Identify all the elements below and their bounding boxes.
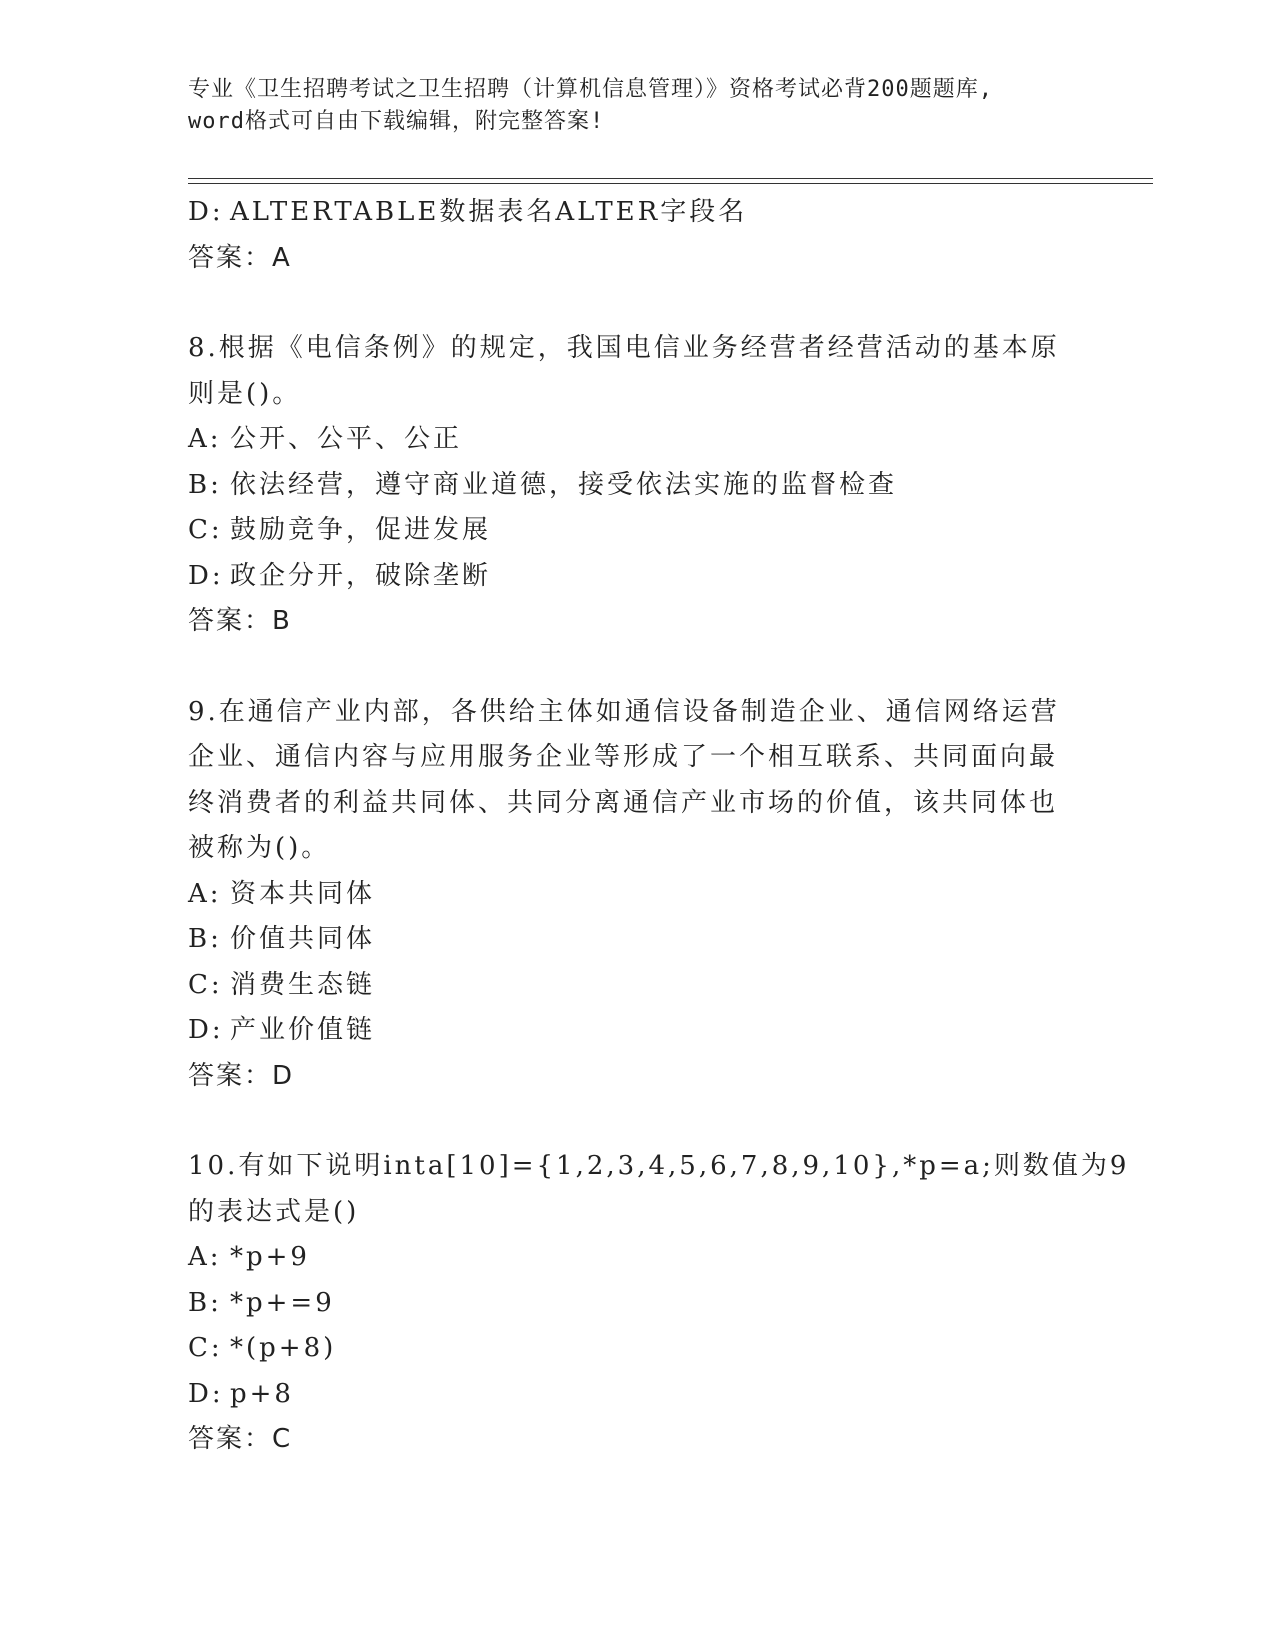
question-block [188, 1144, 1130, 1463]
block-spacer [188, 1099, 1068, 1144]
option-prefix: A: [188, 878, 222, 909]
option-line [188, 963, 1068, 1009]
question-text-line: 10.有如下说明inta[10]={1,2,3,4,5,6,7,8,9,10},*p=a;则数值为9 [188, 1151, 1130, 1181]
option-text: *p+=9 [230, 1287, 335, 1318]
header-line-1: 专业《卫生招聘考试之卫生招聘（计算机信息管理）》资格考试必背200题题库, [188, 77, 993, 102]
answer-line: 答案：B [188, 606, 292, 636]
option-line [188, 1372, 1068, 1418]
block-spacer [188, 281, 1068, 326]
option-text: 鼓励竞争，促进发展 [230, 515, 492, 545]
question-block [188, 326, 1068, 645]
answer-line: 答案：C [188, 1424, 293, 1454]
block-spacer [188, 645, 1068, 690]
option-line [188, 872, 1068, 918]
document-header [188, 74, 1088, 138]
question-list [188, 190, 1130, 1463]
header-divider-bottom [188, 183, 1153, 184]
option-text: ALTERTABLE数据表名ALTER字段名 [230, 197, 748, 227]
question-text-line: 的表达式是() [188, 1196, 360, 1227]
option-line [188, 1326, 1068, 1372]
option-text: 资本共同体 [230, 878, 376, 909]
option-prefix: D: [188, 1378, 224, 1409]
option-text: 产业价值链 [230, 1015, 376, 1045]
question-text-line: 企业、通信内容与应用服务企业等形成了一个相互联系、共同面向最 [188, 742, 1059, 772]
option-line [188, 508, 1068, 554]
option-prefix: A: [188, 1242, 222, 1272]
option-line [188, 554, 1068, 600]
option-text: *(p+8) [230, 1333, 337, 1363]
option-line [188, 1281, 1068, 1327]
question-block [188, 190, 1068, 281]
option-line [188, 1008, 1068, 1054]
option-prefix: C: [188, 515, 223, 545]
option-prefix: D: [188, 1015, 224, 1045]
option-prefix: A: [188, 424, 222, 454]
option-prefix: D: [188, 197, 224, 227]
option-prefix: D: [188, 560, 224, 591]
option-prefix: B: [188, 924, 222, 954]
option-prefix: B: [188, 1287, 222, 1318]
question-text-line: 9.在通信产业内部，各供给主体如通信设备制造企业、通信网络运营 [188, 696, 1060, 727]
option-text: 消费生态链 [230, 969, 376, 1000]
option-line [188, 190, 1068, 236]
option-text: p+8 [230, 1378, 294, 1409]
answer-line: 答案：A [188, 242, 292, 273]
header-divider-top [188, 178, 1153, 179]
answer-line: 答案：D [188, 1060, 295, 1091]
option-line [188, 917, 1068, 963]
question-text-line: 8.根据《电信条例》的规定，我国电信业务经营者经营活动的基本原 [188, 333, 1060, 363]
question-text-line: 则是()。 [188, 378, 302, 409]
header-line-2: word格式可自由下载编辑，附完整答案! [188, 109, 605, 134]
question-text-line: 终消费者的利益共同体、共同分离通信产业市场的价值，该共同体也 [188, 787, 1059, 818]
question-text-line: 被称为()。 [188, 833, 331, 863]
option-prefix: B: [188, 469, 222, 500]
option-text: *p+9 [230, 1242, 310, 1272]
option-prefix: C: [188, 969, 223, 1000]
option-text: 价值共同体 [230, 924, 376, 954]
option-text: 公开、公平、公正 [230, 424, 463, 454]
option-text: 依法经营，遵守商业道德，接受依法实施的监督检查 [230, 469, 898, 500]
option-line [188, 417, 1068, 463]
option-text: 政企分开，破除垄断 [230, 560, 492, 591]
option-line [188, 1235, 1068, 1281]
option-line [188, 463, 1068, 509]
question-block [188, 690, 1068, 1100]
option-prefix: C: [188, 1333, 223, 1363]
